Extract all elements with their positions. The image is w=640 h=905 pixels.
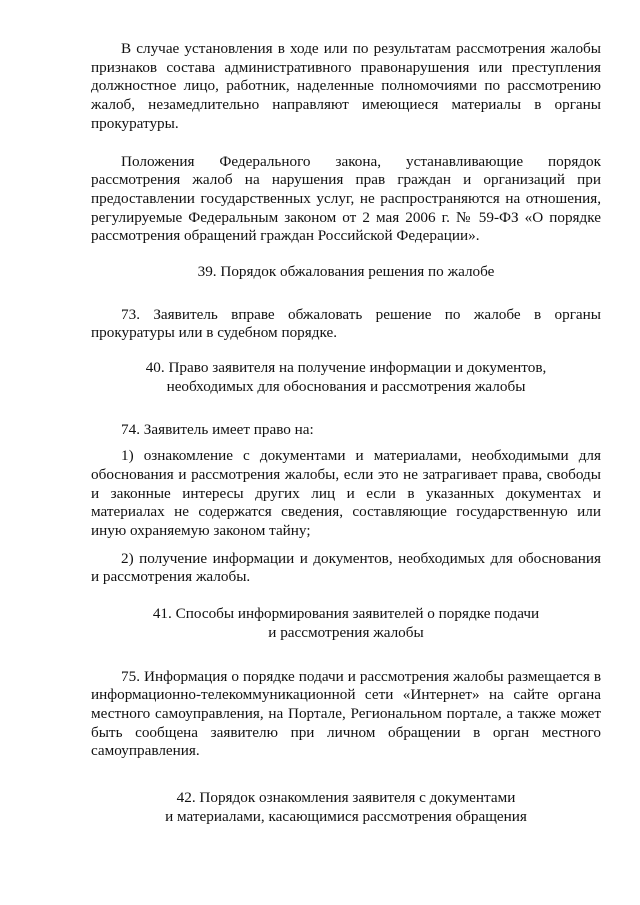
- section-heading-41: [91, 605, 601, 642]
- section-heading-40: [91, 359, 601, 396]
- section-heading-40-line-2: необходимых для обоснования и рассмотрения жалобы: [166, 377, 526, 395]
- section-heading-41-line-1: 41. Способы информирования заявителей о порядке подачи: [152, 605, 540, 623]
- paragraph-74-item-2: 2) получение информации и документов, необходимых для обоснования и рассмотрения жалобы.: [91, 549, 601, 586]
- paragraph-73: 73. Заявитель вправе обжаловать решение по жалобе в органы прокуратуры или в судебном порядке.: [91, 305, 601, 342]
- section-heading-39: 39. Порядок обжалования решения по жалобе: [197, 263, 495, 281]
- paragraph-74-item-1: 1) ознакомление с документами и материалами, необходимыми для обоснования и рассмотрения жалобы, если это не затрагивает права, свободы и законные интересы других лиц и если в указанных документах и материалах не содержатся сведения, составляющие государственную или иную охраняемую законом тайну;: [91, 447, 601, 540]
- paragraph-complaint-violation-referral: В случае установления в ходе или по результатам рассмотрения жалобы признаков состава административного правонарушения или преступления должностное лицо, работник, наделенные полномочиями по рассмотрению жалоб, незамедлительно направляют имеющиеся материалы в органы прокуратуры.: [91, 40, 601, 132]
- section-heading-42: [91, 789, 601, 826]
- document-page: [91, 40, 601, 827]
- section-heading-40-line-1: 40. Право заявителя на получение информации и документов,: [145, 359, 547, 377]
- section-heading-42-line-2: и материалами, касающимися рассмотрения обращения: [165, 807, 527, 825]
- section-heading-41-line-2: и рассмотрения жалобы: [268, 623, 424, 641]
- paragraph-75: 75. Информация о порядке подачи и рассмотрения жалобы размещается в информационно-телекоммуникационной сети «Интернет» на сайте органа местного самоуправления, на Портале, Региональном портале, а также может быть сообщена заявителю при личном обращении в орган местного самоуправления.: [91, 667, 601, 760]
- paragraph-74: 74. Заявитель имеет право на:: [121, 420, 314, 438]
- paragraph-federal-law-scope: Положения Федерального закона, устанавливающие порядок рассмотрения жалоб на нарушения прав граждан и организаций при предоставлении государственных услуг, не распространяются на отношения, регулируемые Федеральным законом от 2 мая 2006 г. № 59-ФЗ «О порядке рассмотрения обращений граждан Российской Федерации».: [91, 152, 601, 245]
- section-heading-42-line-1: 42. Порядок ознакомления заявителя с документами: [176, 789, 516, 807]
